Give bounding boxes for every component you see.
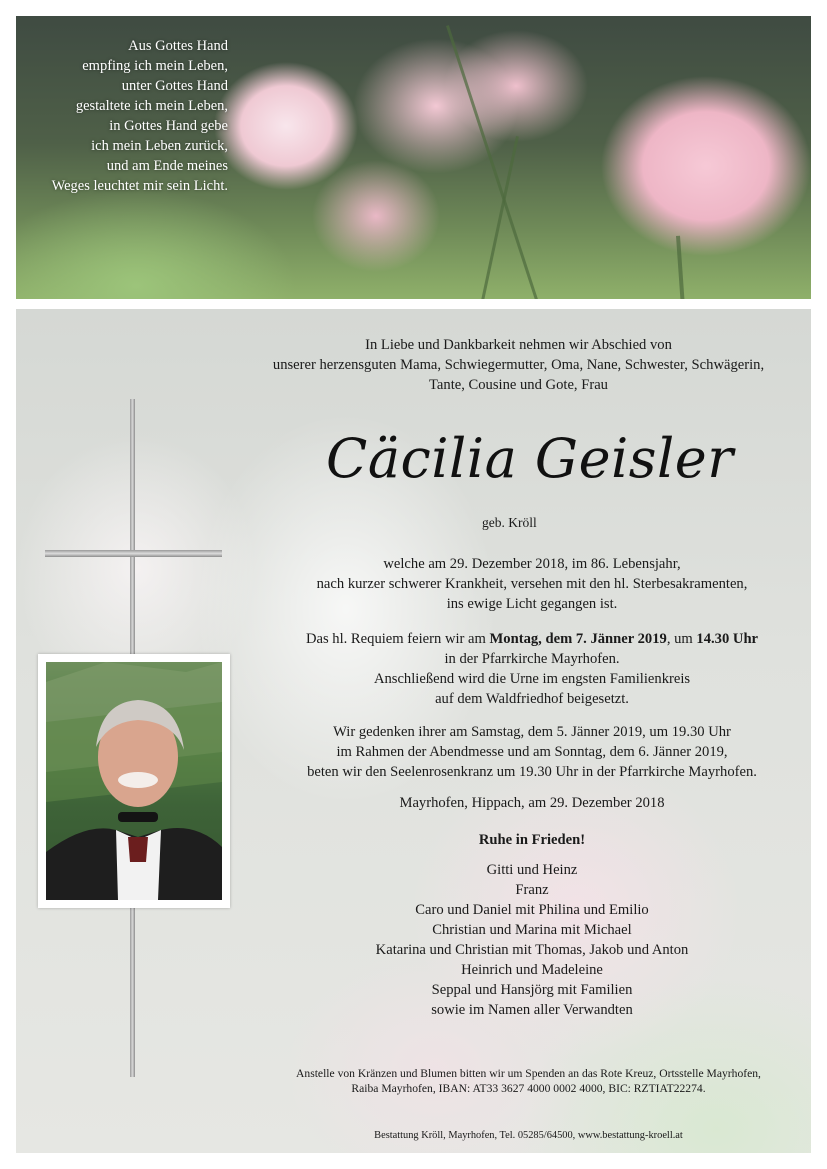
flower-stem	[676, 236, 686, 299]
birth-name: geb. Kröll	[482, 515, 537, 530]
donation-line: Raiba Mayrhofen, IBAN: AT33 3627 4000 0002 4000, BIC: RZTIAT22274.	[351, 1082, 706, 1095]
donation-note	[246, 1066, 811, 1096]
mourner: Franz	[515, 882, 549, 898]
deceased-name: Cäcilia Geisler	[326, 427, 734, 490]
place-date: Mayrhofen, Hippach, am 29. Dezember 2018	[399, 795, 665, 811]
death-text	[253, 554, 811, 614]
obituary-panel	[16, 309, 811, 1153]
donation-line: Anstelle von Kränzen und Blumen bitten wir um Spenden an das Rote Kreuz, Ortsstelle Mayrhofen,	[296, 1067, 761, 1080]
intro-line: Tante, Cousine und Gote, Frau	[429, 377, 608, 393]
mourner: Caro und Daniel mit Philina und Emilio	[415, 902, 649, 918]
mourner: Katarina und Christian mit Thomas, Jakob und Anton	[375, 942, 689, 958]
requiem-line: Anschließend wird die Urne im engsten Familienkreis	[373, 671, 691, 687]
header-photo	[16, 16, 811, 299]
remembrance-text	[253, 722, 811, 782]
intro-line: unserer herzensguten Mama, Schwiegermutter, Oma, Nane, Schwester, Schwägerin,	[272, 357, 765, 373]
requiem-line	[253, 629, 811, 649]
poem-line: empfing ich mein Leben,	[82, 58, 228, 74]
poem-line: in Gottes Hand gebe	[109, 118, 228, 134]
poem-line: Weges leuchtet mir sein Licht.	[51, 178, 228, 194]
requiem-line: auf dem Waldfriedhof beigesetzt.	[435, 691, 629, 707]
requiem-date: Montag, dem 7. Jänner 2019	[489, 631, 667, 647]
requiem-line: in der Pfarrkirche Mayrhofen.	[444, 651, 620, 667]
rip-text: Ruhe in Frieden!	[478, 832, 586, 848]
cross-bar	[45, 550, 222, 557]
death-line: ins ewige Licht gegangen ist.	[446, 596, 618, 612]
poem-line: Aus Gottes Hand	[128, 38, 228, 54]
death-line: welche am 29. Dezember 2018, im 86. Lebensjahr,	[383, 556, 681, 572]
intro-line: In Liebe und Dankbarkeit nehmen wir Abschied von	[365, 337, 672, 353]
remembrance-line: im Rahmen der Abendmesse und am Sonntag, dem 6. Jänner 2019,	[336, 744, 728, 760]
mourner: Christian und Marina mit Michael	[432, 922, 632, 938]
remembrance-line: beten wir den Seelenrosenkranz um 19.30 Uhr in der Pfarrkirche Mayrhofen.	[307, 764, 757, 780]
requiem-mid: , um	[666, 631, 697, 647]
remembrance-line: Wir gedenken ihrer am Samstag, dem 5. Jänner 2019, um 19.30 Uhr	[333, 724, 731, 740]
requiem-text	[253, 629, 811, 709]
poem	[16, 36, 228, 196]
undertaker-info: Bestattung Kröll, Mayrhofen, Tel. 05285/64500, www.bestattung-kroell.at	[374, 1130, 683, 1141]
portrait-photo	[46, 662, 222, 900]
mourners-list	[253, 860, 811, 1020]
poem-line: und am Ende meines	[106, 158, 228, 174]
portrait-frame	[38, 654, 230, 908]
poem-line: ich mein Leben zurück,	[91, 138, 228, 154]
poem-line: gestaltete ich mein Leben,	[75, 98, 228, 114]
requiem-prefix: Das hl. Requiem feiern wir am	[305, 631, 490, 647]
death-line: nach kurzer schwerer Krankheit, versehen mit den hl. Sterbesakramenten,	[316, 576, 748, 592]
flower-stem	[479, 136, 519, 299]
mourner: sowie im Namen aller Verwandten	[431, 1002, 633, 1018]
mourner: Heinrich und Madeleine	[461, 962, 603, 978]
intro-text	[226, 335, 811, 395]
mourner: Seppal und Hansjörg mit Familien	[431, 982, 633, 998]
mourner: Gitti und Heinz	[486, 862, 578, 878]
requiem-time: 14.30 Uhr	[696, 631, 759, 647]
portrait-illustration	[46, 662, 222, 900]
poem-line: unter Gottes Hand	[121, 78, 228, 94]
